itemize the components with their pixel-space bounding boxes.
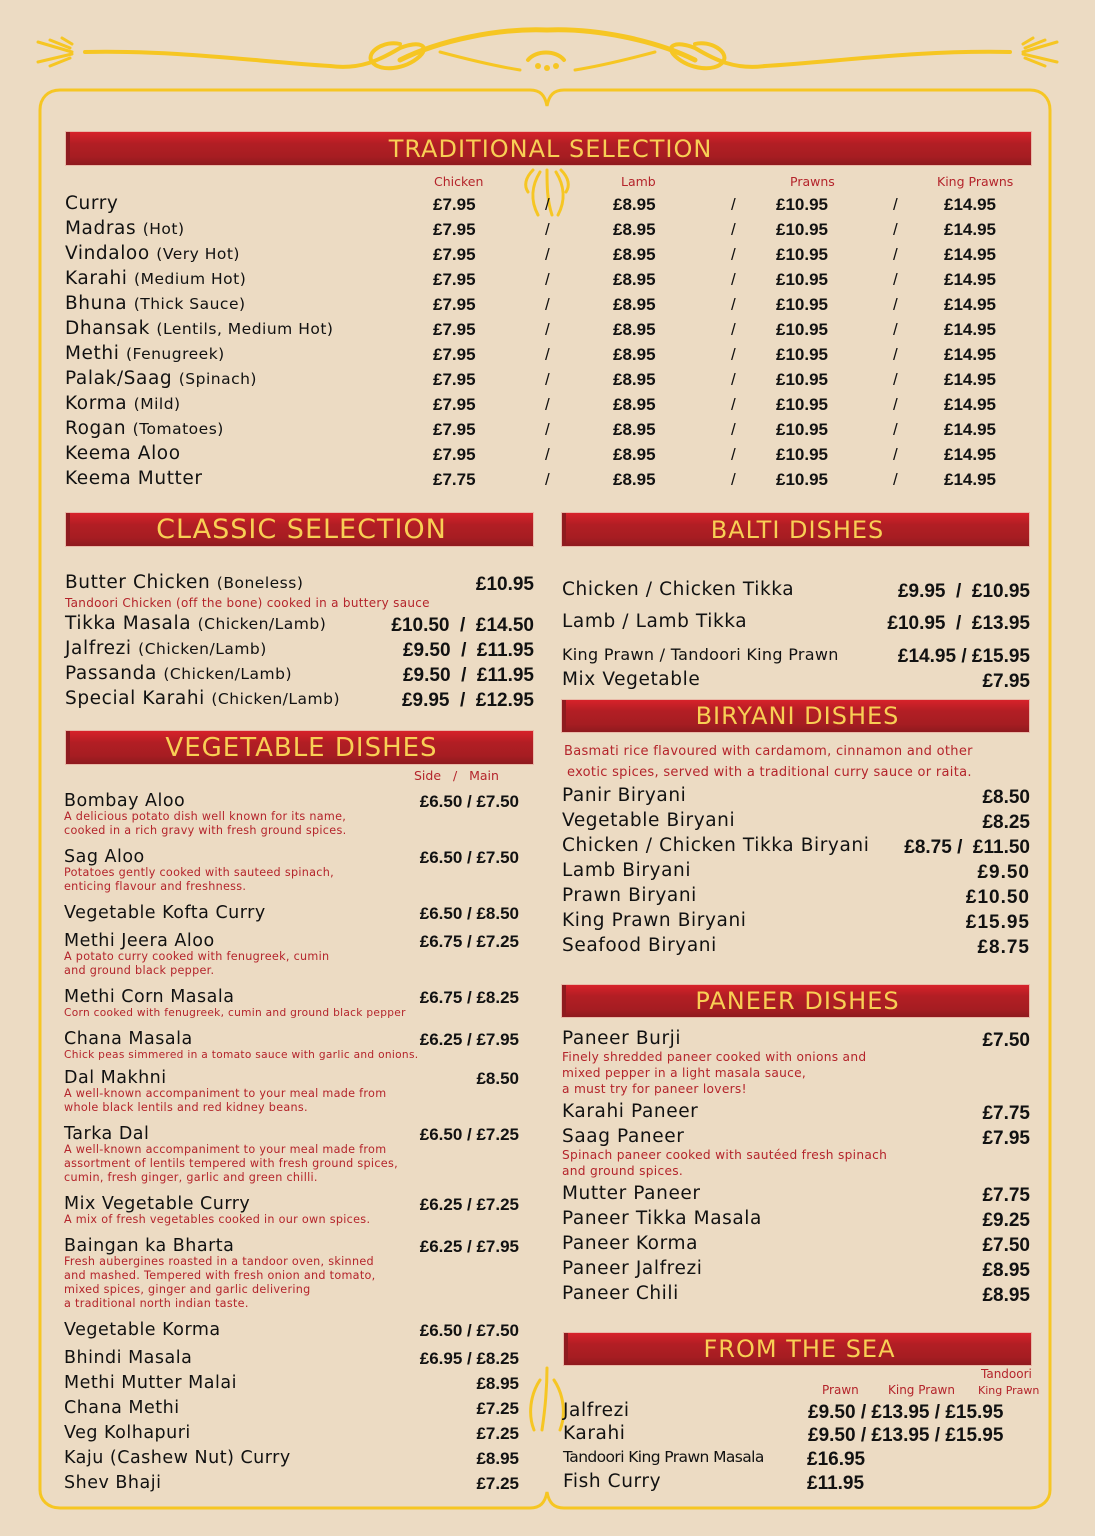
separator: / [731,420,736,439]
dish-price: £8.95 [982,1260,1030,1281]
column-header-lamb: Lamb [621,174,656,189]
separator: / [731,270,736,289]
dish-price: £7.25 [476,1399,519,1418]
dish-name: Chana Masala [64,1029,193,1049]
dish-name: Shev Bhaji [64,1473,162,1493]
separator: / [893,345,898,364]
dish-description: assortment of lentils tempered with fresh ground spices, [64,1157,398,1170]
separator: / [545,420,550,439]
price-king-prawns: £14.95 [944,345,996,364]
section-title: VEGETABLE DISHES [165,732,438,763]
column-header-chicken: Chicken [434,174,484,189]
dish-price: £8.95 [476,1374,519,1393]
price-chicken: £7.95 [433,245,476,264]
price-lamb: £8.95 [613,270,656,289]
dish-price: £11.95 [807,1473,865,1494]
section-header-vegetable [66,731,533,764]
column-header-side-main: Side / Main [414,768,499,783]
separator: / [893,295,898,314]
dish-price: £14.95 / £15.95 [897,646,1030,667]
dish-name: Keema Aloo [65,443,181,464]
section-header-classic [66,513,533,546]
menu-row [65,393,1025,417]
dish-description: A potato curry cooked with fenugreek, cumin [64,950,330,963]
dish-name: Paneer Chili [562,1283,679,1304]
dish-name: Vegetable Korma [64,1320,221,1340]
price-king-prawns: £14.95 [944,420,996,439]
dish-name: Chicken / Chicken Tikka Biryani [562,835,870,856]
dish-name: Bhindi Masala [64,1348,193,1368]
price-prawns: £10.95 [776,245,828,264]
dish-name: Mix Vegetable [562,669,701,690]
dish-price: £7.95 [982,671,1030,692]
price-lamb: £8.95 [613,320,656,339]
separator: / [731,245,736,264]
separator: / [731,470,736,489]
dish-name: Kaju (Cashew Nut) Curry [64,1448,291,1468]
price-king-prawns: £14.95 [944,270,996,289]
menu-row [65,218,1025,242]
dish-name: Vegetable Biryani [562,810,736,831]
separator: / [545,370,550,389]
price-chicken: £7.95 [433,420,476,439]
dish-price: £6.75 / £7.25 [419,932,519,951]
price-king-prawns: £14.95 [944,370,996,389]
section-title: BALTI DISHES [710,515,885,544]
separator: / [545,345,550,364]
section-header-biryani [562,700,1029,732]
dish-name: Jalfrezi [563,1400,630,1421]
dish-description: Fresh aubergines roasted in a tandoor oven, skinned [64,1255,374,1268]
column-header-tandoori-king-prawn: King Prawn [978,1384,1040,1397]
price-lamb: £8.95 [613,470,656,489]
dish-price: £6.25 / £7.95 [419,1237,519,1256]
dish-name: Keema Mutter [65,468,203,489]
price-prawns: £10.95 [776,220,828,239]
dish-description: a must try for paneer lovers! [562,1082,747,1096]
dish-name: Chicken / Chicken Tikka [562,579,795,600]
price-lamb: £8.95 [613,195,656,214]
price-prawns: £10.95 [776,470,828,489]
dish-name: Saag Paneer [562,1126,685,1147]
separator: / [893,320,898,339]
dish-description: cumin, fresh ginger, garlic and green chilli. [64,1171,318,1184]
dish-description: A well-known accompaniment to your meal made from [64,1143,387,1156]
price-king-prawns: £14.95 [944,295,996,314]
dish-price: £10.50 / £14.50 [391,615,534,636]
biryani-intro: Basmati rice flavoured with cardamom, cinnamon and other [564,744,973,759]
price-prawns: £10.95 [776,420,828,439]
separator: / [731,370,736,389]
dish-price: £10.50 [965,887,1030,908]
price-prawns: £10.95 [776,395,828,414]
dish-price: £7.95 [982,1128,1030,1149]
dish-name: Panir Biryani [562,785,687,806]
price-lamb: £8.95 [613,345,656,364]
dish-price: £6.50 / £7.50 [419,792,519,811]
dish-name: Karahi (Medium Hot) [65,268,247,289]
dish-description: Corn cooked with fenugreek, cumin and ground black pepper [64,1007,406,1019]
dish-name: Bhuna (Thick Sauce) [65,293,246,314]
dish-description: mixed pepper in a light masala sauce, [562,1066,807,1080]
dish-price: £6.50 / £7.25 [419,1125,519,1144]
price-chicken: £7.95 [433,395,476,414]
price-king-prawns: £14.95 [944,445,996,464]
section-header-balti [562,513,1029,546]
dish-name: Tarka Dal [64,1124,150,1144]
dish-price: £9.50 / £13.95 / £15.95 [808,1425,1004,1446]
dish-name: Fish Curry [563,1471,662,1492]
dish-price: £9.25 [982,1210,1030,1231]
dish-name: Karahi Paneer [562,1101,699,1122]
dish-description: and ground spices. [562,1164,684,1178]
dish-description: Finely shredded paneer cooked with onions and [562,1050,867,1064]
dish-price: £6.95 / £8.25 [419,1349,519,1368]
menu-row [65,418,1025,442]
separator: / [731,345,736,364]
menu-row [65,268,1025,292]
dish-description: Potatoes gently cooked with sauteed spinach, [64,866,334,879]
dish-price: £7.25 [476,1474,519,1493]
dish-name: Lamb / Lamb Tikka [562,611,748,632]
dish-name: Jalfrezi (Chicken/Lamb) [65,638,267,659]
menu-row [65,343,1025,367]
dish-description: Chick peas simmered in a tomato sauce with garlic and onions. [64,1049,419,1061]
dish-name: Madras (Hot) [65,218,185,239]
dish-description: a traditional north indian taste. [64,1297,249,1310]
price-chicken: £7.95 [433,320,476,339]
dish-name: Passanda (Chicken/Lamb) [65,663,293,684]
price-king-prawns: £14.95 [944,320,996,339]
dish-name: Paneer Jalfrezi [562,1258,703,1279]
dish-name: Curry [65,193,119,214]
dish-name: Sag Aloo [64,847,145,867]
dish-price: £6.25 / £7.25 [419,1195,519,1214]
separator: / [731,445,736,464]
price-lamb: £8.95 [613,420,656,439]
dish-price: £8.75 [977,937,1030,958]
dish-price: £9.50 / £13.95 / £15.95 [808,1402,1004,1423]
price-chicken: £7.95 [433,195,476,214]
section-title: CLASSIC SELECTION [156,514,447,545]
price-chicken: £7.95 [433,445,476,464]
biryani-intro: exotic spices, served with a traditional curry sauce or raita. [567,765,972,780]
dish-price: £9.95 / £10.95 [897,581,1030,602]
dish-name: Palak/Saag (Spinach) [65,368,257,389]
dish-name: Vindaloo (Very Hot) [65,243,240,264]
section-title: PANEER DISHES [695,987,900,1015]
menu-row [65,368,1025,392]
dish-name: Paneer Burji [562,1028,682,1049]
dish-description: A mix of fresh vegetables cooked in our own spices. [64,1213,371,1226]
separator: / [731,395,736,414]
price-chicken: £7.95 [433,270,476,289]
separator: / [545,195,550,214]
column-header-prawn: Prawn [822,1383,859,1397]
separator: / [893,395,898,414]
dish-name: Methi Corn Masala [64,987,235,1007]
separator: / [545,470,550,489]
dish-price: £8.25 [982,812,1030,833]
dish-price: £6.75 / £8.25 [419,988,519,1007]
dish-name: Methi Mutter Malai [64,1373,237,1393]
dish-name: Karahi [563,1423,626,1444]
dish-description: A delicious potato dish well known for its name, [64,810,347,823]
dish-name: Seafood Biryani [562,935,717,956]
dish-price: £9.50 / £11.95 [402,665,534,686]
menu-row [65,318,1025,342]
separator: / [893,445,898,464]
price-prawns: £10.95 [776,320,828,339]
separator: / [893,245,898,264]
price-lamb: £8.95 [613,295,656,314]
price-lamb: £8.95 [613,245,656,264]
dish-price: £16.95 [807,1449,866,1470]
price-chicken: £7.95 [433,220,476,239]
dish-description: mixed spices, ginger and garlic delivering [64,1283,311,1296]
dish-name: Mix Vegetable Curry [64,1194,251,1214]
dish-name: Paneer Korma [562,1233,699,1254]
price-king-prawns: £14.95 [944,220,996,239]
dish-name: Special Karahi (Chicken/Lamb) [65,688,341,709]
dish-description: and mashed. Tempered with fresh onion and tomato, [64,1269,376,1282]
dish-name: Tikka Masala (Chicken/Lamb) [65,613,327,634]
price-king-prawns: £14.95 [944,470,996,489]
dish-name: Mutter Paneer [562,1183,701,1204]
separator: / [545,320,550,339]
separator: / [545,395,550,414]
separator: / [893,270,898,289]
separator: / [893,195,898,214]
column-header-prawns: Prawns [790,174,835,189]
dish-name: Butter Chicken (Boneless) [65,572,304,593]
dish-price: £10.95 / £13.95 [887,613,1030,634]
dish-price: £7.25 [476,1424,519,1443]
dish-price: £7.50 [982,1235,1030,1256]
dish-name: Vegetable Kofta Curry [64,903,266,923]
dish-description: and ground black pepper. [64,964,215,977]
dish-name: Dal Makhni [64,1068,167,1088]
dish-price: £7.75 [982,1185,1030,1206]
column-header-king-prawn: King Prawn [888,1383,955,1397]
price-prawns: £10.95 [776,345,828,364]
separator: / [731,195,736,214]
dish-price: £15.95 [965,912,1030,933]
price-lamb: £8.95 [613,395,656,414]
price-lamb: £8.95 [613,220,656,239]
dish-price: £8.50 [476,1069,519,1088]
column-header-tandoori: Tandoori [981,1367,1032,1381]
separator: / [731,320,736,339]
section-header-paneer [562,985,1029,1017]
dish-name: King Prawn Biryani [562,910,747,931]
dish-description: Spinach paneer cooked with sautéed fresh spinach [562,1148,888,1162]
separator: / [545,270,550,289]
menu-row [65,443,1025,467]
dish-price: £8.95 [982,1285,1030,1306]
dish-price: £9.50 / £11.95 [402,640,534,661]
dish-name: Rogan (Tomatoes) [65,418,224,439]
price-prawns: £10.95 [776,295,828,314]
price-chicken: £7.95 [433,295,476,314]
dish-name: Baingan ka Bharta [64,1236,235,1256]
dish-name: Tandoori King Prawn Masala [563,1448,764,1466]
section-header-traditional [66,132,1031,165]
dish-price: £8.75 / £11.50 [904,837,1030,858]
dish-price: £10.95 [475,574,534,595]
menu-row [65,468,1025,492]
dish-name: Chana Methi [64,1398,180,1418]
separator: / [545,445,550,464]
section-title: BIRYANI DISHES [695,702,900,730]
separator: / [545,220,550,239]
separator: / [545,295,550,314]
dish-name: Prawn Biryani [562,885,697,906]
menu-row [65,243,1025,267]
dish-name: Korma (Mild) [65,393,181,414]
dish-name: Paneer Tikka Masala [562,1208,762,1229]
dish-price: £9.95 / £12.95 [401,690,534,711]
dish-description: Tandoori Chicken (off the bone) cooked in a buttery sauce [65,596,430,610]
dish-price: £6.25 / £7.95 [419,1030,519,1049]
separator: / [731,295,736,314]
separator: / [893,470,898,489]
dish-name: Bombay Aloo [64,791,186,811]
price-prawns: £10.95 [776,370,828,389]
separator: / [893,220,898,239]
section-title: FROM THE SEA [703,1335,896,1363]
dish-price: £8.50 [982,787,1030,808]
price-king-prawns: £14.95 [944,395,996,414]
section-header-sea [564,1333,1031,1365]
price-prawns: £10.95 [776,270,828,289]
dish-name: Methi Jeera Aloo [64,931,215,951]
dish-name: Lamb Biryani [562,860,692,881]
column-header-king-prawns: King Prawns [937,174,1014,189]
dish-price: £8.95 [476,1449,519,1468]
separator: / [893,420,898,439]
dish-name: King Prawn / Tandoori King Prawn [562,645,839,664]
section-title: TRADITIONAL SELECTION [388,134,713,163]
menu-row [65,293,1025,317]
dish-price: £6.50 / £7.50 [419,1321,519,1340]
price-prawns: £10.95 [776,195,828,214]
dish-name: Dhansak (Lentils, Medium Hot) [65,318,334,339]
dish-price: £7.75 [982,1103,1030,1124]
price-chicken: £7.95 [433,345,476,364]
dish-description: enticing flavour and freshness. [64,880,247,893]
dish-description: A well-known accompaniment to your meal made from [64,1087,387,1100]
dish-name: Veg Kolhapuri [64,1423,191,1443]
dish-price: £7.50 [982,1030,1030,1051]
menu-row [65,193,1025,217]
dish-price: £6.50 / £8.50 [419,904,519,923]
separator: / [893,370,898,389]
dish-description: whole black lentils and red kidney beans. [64,1101,308,1114]
dish-price: £6.50 / £7.50 [419,848,519,867]
separator: / [545,245,550,264]
price-lamb: £8.95 [613,370,656,389]
price-lamb: £8.95 [613,445,656,464]
dish-description: cooked in a rich gravy with fresh ground spices. [64,824,347,837]
dish-name: Methi (Fenugreek) [65,343,225,364]
price-king-prawns: £14.95 [944,245,996,264]
price-chicken: £7.75 [433,470,476,489]
price-prawns: £10.95 [776,445,828,464]
price-king-prawns: £14.95 [944,195,996,214]
dish-price: £9.50 [977,862,1030,883]
price-chicken: £7.95 [433,370,476,389]
separator: / [731,220,736,239]
